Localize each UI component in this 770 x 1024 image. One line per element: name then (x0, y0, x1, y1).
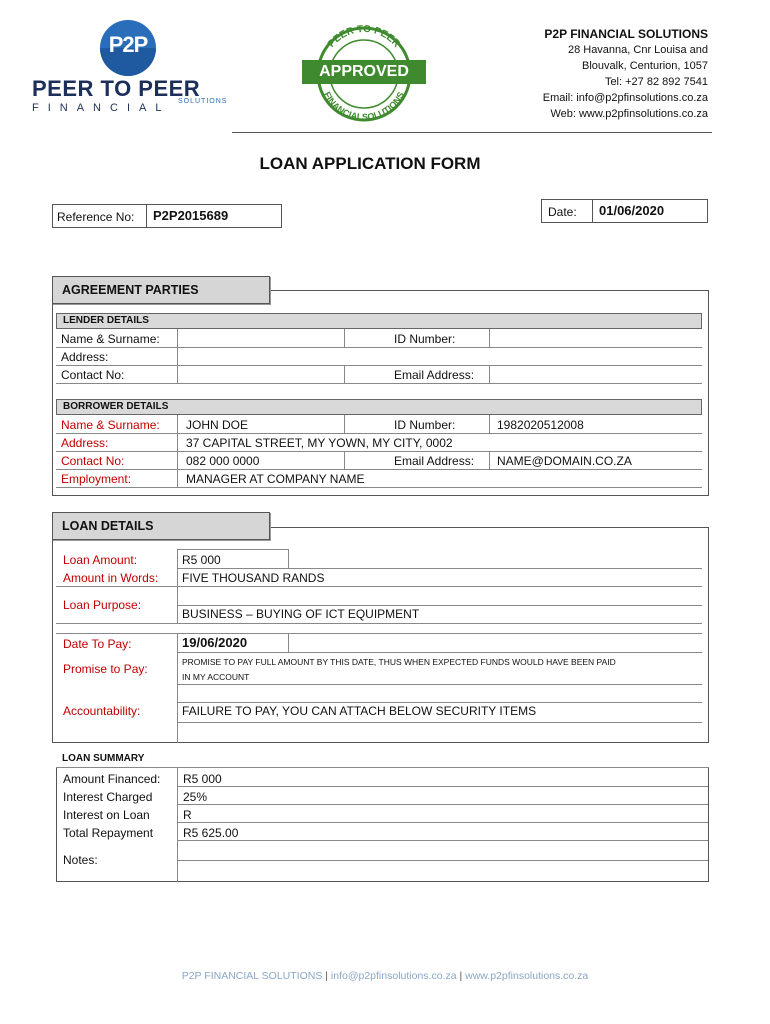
form-title: LOAN APPLICATION FORM (259, 154, 481, 173)
interest-on-loan-value[interactable]: R (183, 808, 192, 822)
reference-label: Reference No: (57, 210, 135, 224)
company-address-2: Blouvalk, Centurion, 1057 (582, 60, 708, 72)
accountability-value[interactable]: FAILURE TO PAY, YOU CAN ATTACH BELOW SECURITY ITEMS (182, 704, 537, 718)
borrower-email-value[interactable]: NAME@DOMAIN.CO.ZA (497, 454, 632, 468)
stamp-bottom-text: FINANCIALSOLUTIONS (321, 90, 407, 122)
loan-heading: LOAN DETAILS (52, 512, 270, 540)
borrower-address-value[interactable]: 37 CAPITAL STREET, MY YOWN, MY CITY, 0002 (186, 436, 453, 450)
company-logo (30, 18, 235, 118)
loan-amount-value[interactable]: R5 000 (182, 553, 221, 567)
lender-address-label: Address: (61, 350, 109, 364)
borrower-address-label: Address: (61, 436, 109, 450)
company-tel: Tel: +27 82 892 7541 (604, 76, 708, 88)
amount-words-value[interactable]: FIVE THOUSAND RANDS (182, 571, 325, 585)
lender-name-label: Name & Surname: (61, 332, 160, 346)
company-address-1: 28 Havanna, Cnr Louisa and (567, 44, 708, 56)
lender-id-input[interactable] (490, 330, 702, 347)
logo-monogram: P2P (108, 32, 148, 57)
borrower-id-value[interactable]: 1982020512008 (497, 418, 584, 432)
logo-brand-solutions: SOLUTIONS (178, 98, 228, 105)
loan-amount-label: Loan Amount: (63, 553, 138, 567)
lender-name-input[interactable] (178, 330, 344, 347)
accountability-label: Accountability: (63, 704, 141, 718)
interest-charged-label: Interest Charged (63, 790, 153, 804)
page-footer (0, 970, 770, 982)
lender-heading: LENDER DETAILS (56, 313, 702, 329)
reference-value[interactable]: P2P2015689 (153, 208, 229, 223)
approved-stamp (300, 22, 428, 122)
lender-address-input[interactable] (178, 348, 702, 365)
lender-email-label: Email Address: (394, 368, 475, 382)
logo-brand-sub: FINANCIAL (32, 102, 171, 114)
promise-to-pay-label: Promise to Pay: (63, 662, 148, 676)
footer-sep-1: | (322, 970, 331, 982)
amount-financed-label: Amount Financed: (63, 772, 161, 786)
total-repayment-label: Total Repayment (63, 826, 154, 840)
borrower-contact-label: Contact No: (61, 454, 125, 468)
footer-sep-2: | (456, 970, 466, 982)
borrower-id-label: ID Number: (394, 418, 456, 432)
logo-brand-main: PEER TO PEER (32, 76, 201, 101)
borrower-heading: BORROWER DETAILS (56, 399, 702, 415)
borrower-employment-label: Employment: (61, 472, 132, 486)
interest-on-loan-label: Interest on Loan (63, 808, 150, 822)
svg-text:PEER TO PEER (326, 24, 402, 51)
lender-email-input[interactable] (490, 366, 702, 383)
amount-words-label: Amount in Words: (63, 571, 159, 585)
footer-web[interactable]: www.p2pfinsolutions.co.za (465, 970, 589, 982)
borrower-name-value[interactable]: JOHN DOE (186, 418, 249, 432)
date-to-pay-value[interactable]: 19/06/2020 (182, 635, 248, 650)
borrower-employment-value[interactable]: MANAGER AT COMPANY NAME (186, 472, 365, 486)
svg-text:FINANCIALSOLUTIONS (322, 90, 406, 122)
stamp-top-text: PEER TO PEER (326, 23, 402, 50)
interest-charged-value[interactable]: 25% (183, 790, 208, 804)
header-divider (232, 132, 712, 133)
total-repayment-value[interactable]: R5 625.00 (183, 826, 239, 840)
promise-line-1[interactable]: PROMISE TO PAY FULL AMOUNT BY THIS DATE, THUS WHEN EXPECTED FUNDS WOULD HAVE BEEN PAID (182, 657, 616, 667)
company-email: Email: info@p2pfinsolutions.co.za (542, 92, 708, 104)
loan-purpose-value[interactable]: BUSINESS – BUYING OF ICT EQUIPMENT (182, 607, 420, 621)
loan-purpose-label: Loan Purpose: (63, 598, 142, 612)
lender-contact-input[interactable] (178, 366, 344, 383)
company-name: P2P FINANCIAL SOLUTIONS (544, 27, 708, 41)
notes-input[interactable] (178, 841, 708, 881)
stamp-center-text: APPROVED (319, 63, 409, 80)
date-label: Date: (548, 205, 577, 219)
borrower-contact-value[interactable]: 082 000 0000 (186, 454, 260, 468)
promise-line-2[interactable]: IN MY ACCOUNT (182, 672, 250, 682)
summary-heading: LOAN SUMMARY (56, 752, 709, 768)
agreement-heading: AGREEMENT PARTIES (52, 276, 270, 304)
date-value[interactable]: 01/06/2020 (599, 203, 665, 218)
footer-company: P2P FINANCIAL SOLUTIONS (181, 970, 323, 982)
date-to-pay-label: Date To Pay: (63, 637, 132, 651)
company-info (543, 26, 708, 122)
lender-contact-label: Contact No: (61, 368, 125, 382)
amount-financed-value[interactable]: R5 000 (183, 772, 222, 786)
notes-label: Notes: (63, 853, 98, 867)
borrower-email-label: Email Address: (394, 454, 475, 468)
lender-id-label: ID Number: (394, 332, 456, 346)
borrower-name-label: Name & Surname: (61, 418, 160, 432)
footer-email[interactable]: info@p2pfinsolutions.co.za (330, 970, 457, 982)
company-web: Web: www.p2pfinsolutions.co.za (550, 108, 708, 120)
